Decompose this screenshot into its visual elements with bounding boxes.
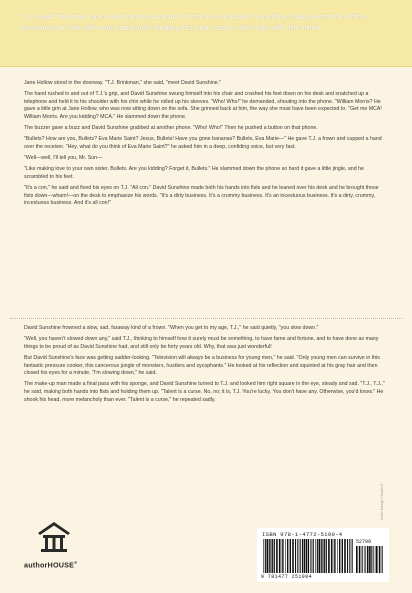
- ean-barcode-bars: [263, 539, 353, 573]
- barcode-bar: [359, 546, 361, 573]
- barcode-bar: [290, 539, 291, 573]
- barcode-bar: [373, 546, 374, 573]
- barcode-bar: [306, 539, 308, 573]
- excerpt-paragraph: "Well, you haven't slowed down any," said T.J., thinking to himself how it surely must be something, to have fame and fortune, and to have done as many things to be proud of as David Sunshine had, and still only be forty years old. Why, that was just wonderful!: [24, 336, 379, 350]
- barcode-bar: [282, 539, 283, 573]
- barcode-bar: [313, 539, 314, 573]
- excerpt-paragraph: The make-up man made a final pass with his sponge, and David Sunshine turned to T.J. and looked him right square in the eye, steady and sad. "T.J., T.J.," he said, making both hands into fists and holding them up. "Talent is a curse. No, no; it is, T.J. You're lucky. You don't have any. Otherwise, you'd know." He shook his head, more melancholy than ever. "Talent is a curse," he repeated sadly.: [24, 381, 385, 403]
- barcode-bar: [304, 539, 306, 573]
- barcode-bar: [349, 539, 350, 573]
- barcode-bar: [289, 539, 290, 573]
- barcode-bar: [279, 539, 281, 573]
- barcode-bar: [365, 546, 366, 573]
- excerpt-part-two: [24, 325, 388, 408]
- excerpt-paragraph: "Like making love to your own sister, Bullets. Are you kidding? Forget it, Bullets." He slammed down the phone so hard it gave a little jingle, and he scrambled to his feet.: [24, 166, 364, 180]
- barcode-bar: [347, 539, 348, 573]
- barcode-bar: [331, 539, 333, 573]
- barcode-bar: [367, 546, 369, 573]
- barcode-bar: [328, 539, 330, 573]
- excerpt-part-one: [24, 80, 388, 211]
- excerpt-paragraph: The hand rushed in and out of T.J.'s grip, and David Sunshine swung himself into his chair and crashed his feet down on his desk and snatched up a telephone and held it to his shoulder with his chin while he rolled up his sleeves. "Who! Who!" he demanded, shouting into the phone. "William Morris? He gave a little grin at Jane Hollow, who was now sitting down on the sofa. She grinned back at him, the way she must have been expected to. "Get me MCA! William Morris. Are you kidding? MCA." He slammed down the phone.: [24, 91, 382, 120]
- barcode-bar: [339, 539, 340, 573]
- barcode-bar: [324, 539, 325, 573]
- barcode-bar: [285, 539, 286, 573]
- barcode-bar: [283, 539, 284, 573]
- barcode-bar: [317, 539, 318, 573]
- barcode-bar: [263, 539, 264, 573]
- barcode-bar: [265, 539, 266, 573]
- barcode-bar: [382, 546, 383, 573]
- section-divider: [10, 318, 402, 319]
- barcode-bar: [315, 539, 316, 573]
- barcode-bar: [295, 539, 296, 573]
- barcode-bar: [287, 539, 288, 573]
- blurb-banner: [0, 0, 412, 67]
- barcode-bar: [310, 539, 311, 573]
- barcode-bar: [270, 539, 271, 573]
- barcode-bar: [342, 539, 343, 573]
- excerpt-paragraph: Jane Hollow stood in the doorway. "T.J. Brinkman," she said, "meet David Sunshine.": [24, 80, 222, 86]
- barcode-bar: [364, 546, 365, 573]
- excerpt-paragraph: "Bullets? How are you, Bullets? Eva Marie Saint? Jesus, Bullets! Have you gone bananas? Bullets, Eva Marie—" He gave T.J. a frown and cupped a hand over the receiver. "Hey, what do you think of Eva Marie Saint?" he asked him in a deep, confiding voice, but very fast.: [24, 136, 382, 150]
- barcode-bar: [308, 539, 309, 573]
- excerpt-paragraph: But David Sunshine's face was getting sadder-looking. "Television will always be a business for young men," he said. "Only young men can survive in this fantastic pressure cooker, this cancerous jungle of monsters, hustlers and sycophants." He looked at his reflection and squinted at his gray hair and then closed his eyes for a minute. "I'm slowing down," he said.: [24, 354, 380, 377]
- barcode-bar: [312, 539, 313, 573]
- barcode-bar: [319, 539, 321, 573]
- barcode-bar: [322, 539, 323, 573]
- publisher-name: authorHOUSE®: [24, 560, 78, 570]
- barcode-bar: [267, 539, 269, 573]
- excerpt-paragraph: The buzzer gave a buzz and David Sunshine grabbed at another phone. "Who! Who!" Then he pushed a button on that phone.: [24, 125, 318, 132]
- barcode-bar: [375, 546, 376, 573]
- publisher-logo: [24, 520, 88, 580]
- barcode-bar: [334, 539, 335, 573]
- barcode-bar: [292, 539, 294, 573]
- excerpt-paragraph: "Well—well, I'll tell you, Mr. Sun—: [24, 155, 103, 162]
- barcode-bar: [297, 539, 298, 573]
- addon-barcode-bars: [356, 546, 384, 573]
- barcode-bar: [337, 539, 338, 573]
- barcode-bar: [335, 539, 336, 573]
- barcode-bar: [272, 539, 273, 573]
- barcode-bar: [326, 539, 327, 573]
- barcode-bar: [302, 539, 303, 573]
- barcode-bar: [352, 539, 353, 573]
- barcode-bar: [371, 546, 372, 573]
- excerpt-paragraph: David Sunshine frowned a slow, sad, faraway kind of a frown. "When you get to my age, T.J.," he said quietly, "you slow down.": [24, 325, 319, 331]
- barcode-bar: [274, 539, 275, 573]
- barcode-bar: [376, 546, 378, 573]
- barcode-bar: [362, 546, 363, 573]
- barcode-bar: [276, 539, 278, 573]
- ean-number: 9 781477 251904: [261, 574, 313, 580]
- cover-design-credit: Cover Design / Studio ©: [380, 483, 384, 520]
- barcode-bar: [269, 539, 270, 573]
- barcode-bar: [344, 539, 346, 573]
- excerpt-paragraph: "It's a con," he said and fixed his eyes on T.J. "All con." David Sunshine made both his hands into fists and he leaned over his desk and he brought those fists down—wham!—on the desk to emphasize his words. "It's a dirty business. It's a crummy business. It's an incestuous business. It's a dirty, crummy, incestuous business. And it's all con!": [24, 185, 379, 207]
- barcode-bar: [300, 539, 301, 573]
- barcode-bar: [369, 546, 371, 573]
- publisher-house-icon: [36, 520, 72, 554]
- isbn-barcode: [257, 528, 389, 582]
- barcode-addon-number: 52799: [356, 539, 372, 545]
- isbn-label: ISBN 978-1-4772-5190-4: [262, 531, 343, 538]
- cover-blurb: T.J. heard the door open and turned around in time to see David Sunshine charge into the office, loosening his tie with one hand and slinging his suit coat on the sofa with the other.: [20, 12, 368, 32]
- barcode-bar: [379, 546, 381, 573]
- barcode-bar: [341, 539, 342, 573]
- barcode-bar: [321, 539, 322, 573]
- barcode-bar: [356, 546, 358, 573]
